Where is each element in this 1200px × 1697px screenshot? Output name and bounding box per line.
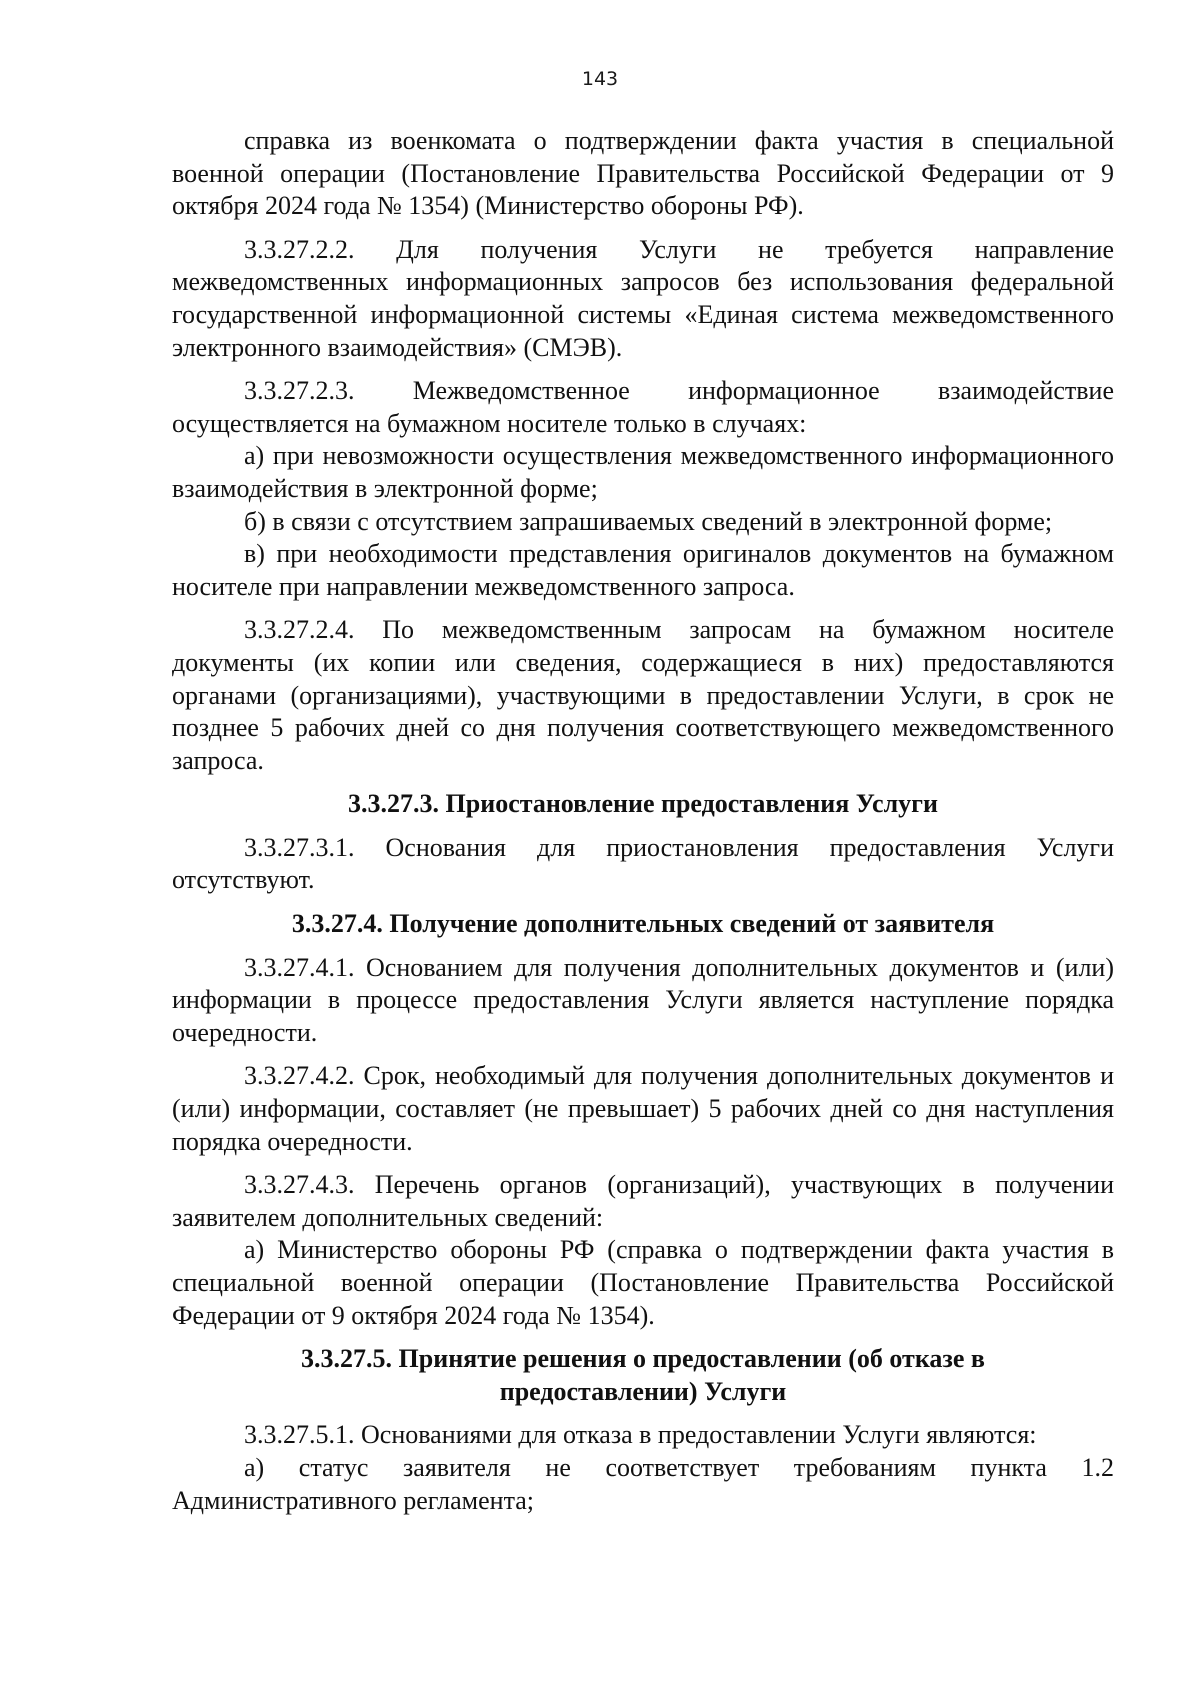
paragraph-3-3-27-3-1: 3.3.27.3.1. Основания для приостановления предоставления Услуги отсутствуют. — [172, 832, 1114, 895]
list-item-v: в) при необходимости представления оригиналов документов на бумажном носителе при направлении межведомственного запроса. — [172, 539, 1114, 601]
document-body — [172, 125, 1114, 1517]
heading-3-3-27-5-line-1: 3.3.27.5. Принятие решения о предоставлении (об отказе в — [301, 1344, 985, 1374]
list-item-a: а) при невозможности осуществления межведомственного информационного взаимодействия в электронной форме; — [172, 441, 1114, 503]
list-item-b: б) в связи с отсутствием запрашиваемых сведений в электронной форме; — [244, 506, 1053, 536]
paragraph-3-3-27-4-2: 3.3.27.4.2. Срок, необходимый для получения дополнительных документов и (или) информации, составляет (не превышает) 5 рабочих дней со дня наступления порядка очередности. — [172, 1061, 1114, 1156]
paragraph-3-3-27-4-3: 3.3.27.4.3. Перечень органов (организаций), участвующих в получении заявителем дополнительных сведений: — [172, 1170, 1114, 1232]
paragraph-3-3-27-2-2: 3.3.27.2.2. Для получения Услуги не требуется направление межведомственных информационных запросов без использования федеральной государственной информационной системы «Единая система межведомственного электронного взаимодействия» (СМЭВ). — [172, 234, 1114, 362]
paragraph-3-3-27-5-1: 3.3.27.5.1. Основаниями для отказа в предоставлении Услуги являются: — [244, 1420, 1037, 1450]
heading-3-3-27-4: 3.3.27.4. Получение дополнительных сведений от заявителя — [291, 909, 995, 939]
list-item-status-applicant: а) статус заявителя не соответствует требованиям пункта 1.2 Административного регламента; — [172, 1452, 1114, 1515]
heading-3-3-27-5-line-2: предоставлении) Услуги — [499, 1376, 787, 1406]
page-number: 143 — [581, 68, 619, 90]
paragraph-3-3-27-2-4: 3.3.27.2.4. По межведомственным запросам на бумажном носителе документы (их копии или сведения, содержащиеся в них) предоставляются органами (организациями), участвующими в предоставлении Услуги, в срок не позднее 5 рабочих дней со дня получения соответствующего межведомственного запроса. — [172, 615, 1114, 775]
paragraph-3-3-27-2-3: 3.3.27.2.3. Межведомственное информационное взаимодействие осуществляется на бумажном носителе только в случаях: — [172, 376, 1114, 438]
heading-3-3-27-3: 3.3.27.3. Приостановление предоставления Услуги — [348, 789, 938, 819]
list-item-ministry-defense: а) Министерство обороны РФ (справка о подтверждении факта участия в специальной военной операции (Постановление Правительства Российской Федерации от 9 октября 2024 года № 1354). — [172, 1235, 1114, 1330]
paragraph-certificate-military: справка из военкомата о подтверждении факта участия в специальной военной операции (Постановление Правительства Российской Федерации от 9 октября 2024 года № 1354) (Министерство обороны РФ). — [172, 126, 1114, 221]
paragraph-3-3-27-4-1: 3.3.27.4.1. Основанием для получения дополнительных документов и (или) информации в процессе предоставления Услуги является наступление порядка очередности. — [172, 952, 1114, 1047]
heading-3-3-27-5 — [172, 1343, 1114, 1408]
